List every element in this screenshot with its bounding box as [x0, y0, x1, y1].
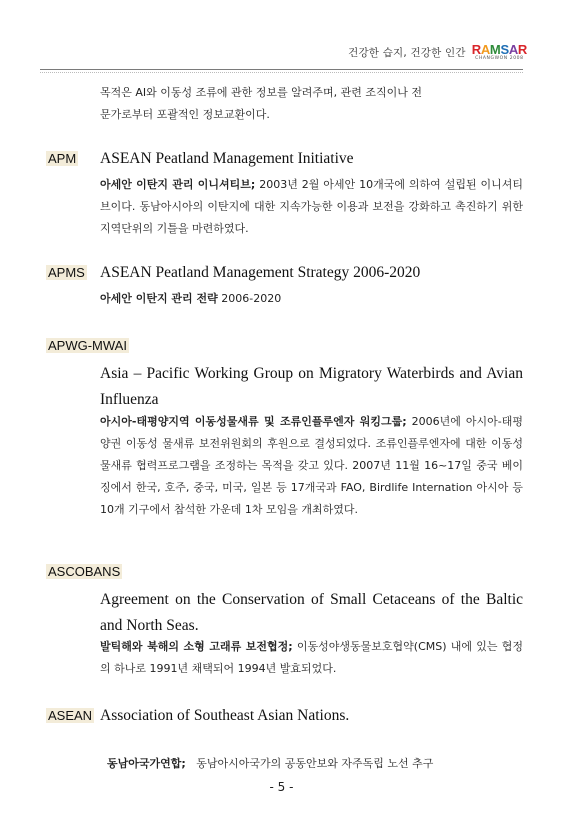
- entry-desc-ascobans: [100, 636, 523, 680]
- intro-line-1: 목적은 AI와 이동성 조류에 관한 정보를 알려주며, 관련 조직이나 전: [100, 86, 423, 99]
- entry-term-apwg-mwai: 아시아-태평양지역 이동성물새류 및 조류인플루엔자 워킹그룹;: [100, 415, 407, 428]
- entry-title-asean: Association of Southeast Asian Nations.: [100, 707, 350, 724]
- header-divider: [40, 69, 523, 70]
- entry-desc-apwg-mwai: [100, 411, 523, 521]
- entry-title-apwg-mwai: Asia – Pacific Working Group on Migratory Waterbirds and Avian Influenza: [100, 365, 523, 408]
- entry-abbr-apms: APMS: [48, 265, 85, 280]
- entry-title-ascobans: Agreement on the Conservation of Small Cetaceans of the Baltic and North Seas.: [100, 591, 523, 634]
- entry-title-apm: ASEAN Peatland Management Initiative: [100, 150, 354, 167]
- intro-line-2: 문가로부터 포괄적인 정보교환이다.: [100, 108, 270, 121]
- entry-term-ascobans: 발틱해와 북해의 소형 고래류 보전협정;: [100, 640, 293, 653]
- entry-abbr-ascobans: ASCOBANS: [48, 564, 121, 579]
- entry-body-apm: 2003년 2월 아세안 10개국에 의하여 설립된 이니셔티브이다. 동남아시아의 이탄지에 대한 지속가능한 이용과 보전을 강화하고 촉진하기 위한 지역단위의 기틀을 마련하였다.: [100, 178, 523, 235]
- entry-body-ascobans: 이동성야생동물보호협약(CMS) 내에 있는 협정의 하나로 1991년 채택되어 1994년 발효되었다.: [100, 640, 523, 675]
- header-divider-dotted: [40, 72, 523, 73]
- page-header: [348, 38, 527, 66]
- entry-term-apms: 아세안 이탄지 관리 전략: [100, 292, 218, 305]
- ramsar-logo: [472, 43, 527, 62]
- entry-abbr-apm: APM: [48, 151, 77, 166]
- entry-body-asean: 동남아시아국가의 공동안보와 자주독립 노선 추구: [185, 757, 434, 770]
- ramsar-logo-subtitle: CHANGWON 2008: [475, 55, 524, 61]
- entry-desc-asean: [100, 731, 523, 775]
- entry-abbr-asean: ASEAN: [48, 708, 93, 723]
- entry-term-apm: 아세안 이탄지 관리 이니셔티브;: [100, 178, 256, 191]
- entry-body-apms: 2006-2020: [217, 292, 282, 305]
- intro-paragraph: [100, 82, 523, 126]
- entry-title-apms: ASEAN Peatland Management Strategy 2006-2020: [100, 264, 421, 281]
- entry-body-apwg-mwai: 2006년에 아시아-태평양권 이동성 물새류 보전위원회의 후원으로 결성되었다. 조류인플루엔자에 대한 이동성물새류 협력프로그램을 조정하는 목적을 갖고 있다. 2007년 11월 16~17일 중국 베이징에서 한국, 호주, 중국, 미국, 일본 등 17개국과 FAO, Birdlife Internation 아시아 등 10개 기구에서 참석한 가운데 1차 모임을 개최하였다.: [100, 415, 523, 516]
- entry-desc-apms: [100, 288, 523, 310]
- entry-abbr-apwg-mwai: APWG-MWAI: [48, 338, 127, 353]
- entry-term-asean: 동남아국가연합;: [107, 757, 186, 770]
- header-slogan: 건강한 습지, 건강한 인간: [348, 46, 466, 59]
- entry-desc-apm: [100, 174, 523, 240]
- ramsar-logo-word: RAMSAR: [471, 41, 527, 57]
- page-number: - 5 -: [269, 780, 294, 794]
